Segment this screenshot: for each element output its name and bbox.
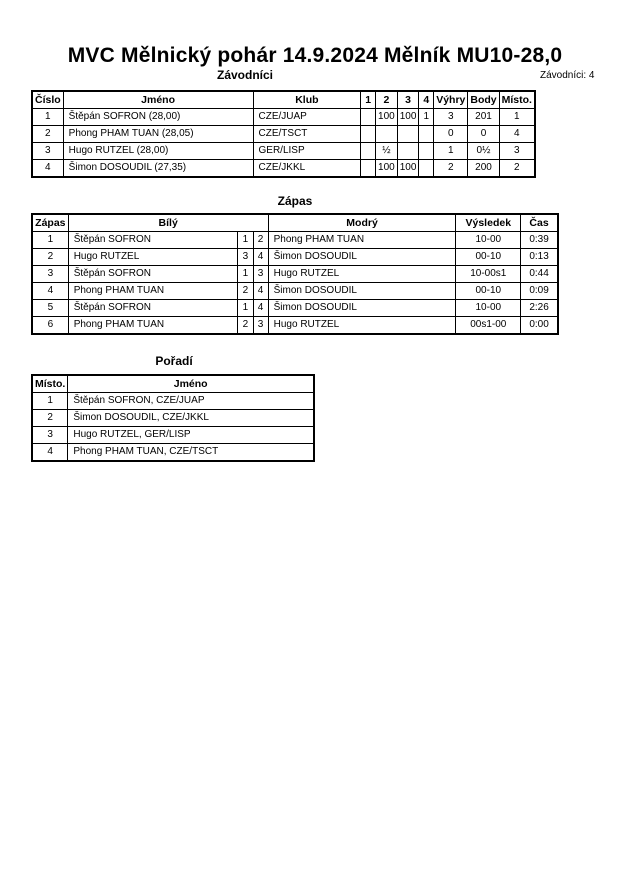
- cell-blue: Hugo RUTZEL: [268, 266, 456, 283]
- cell-club: GER/LISP: [253, 143, 361, 160]
- cell-time: 0:44: [521, 266, 558, 283]
- table-row: [32, 427, 314, 444]
- cell-round-1: [361, 109, 376, 126]
- cell-white: Hugo RUTZEL: [68, 249, 238, 266]
- cell-blue-no: 4: [253, 283, 268, 300]
- cell-round-2: 100: [376, 160, 398, 178]
- table-row: [32, 410, 314, 427]
- cell-blue: Šimon DOSOUDIL: [268, 283, 456, 300]
- page-title: MVC Mělnický pohár 14.9.2024 Mělník MU10-28,0: [67, 44, 563, 67]
- cell-name: Štěpán SOFRON (28,00): [63, 109, 253, 126]
- col-time: Čas: [521, 214, 558, 232]
- cell-name: Phong PHAM TUAN (28,05): [63, 126, 253, 143]
- cell-name: Štěpán SOFRON, CZE/JUAP: [68, 393, 314, 410]
- cell-number: 1: [32, 109, 63, 126]
- cell-round-1: [361, 160, 376, 178]
- cell-round-3: [397, 126, 419, 143]
- cell-blue-no: 3: [253, 266, 268, 283]
- ranking-header-row: [32, 375, 314, 393]
- cell-round-3: 100: [397, 160, 419, 178]
- col-name: Jméno: [63, 91, 253, 109]
- table-row: [32, 232, 558, 249]
- cell-place: 3: [32, 427, 68, 444]
- table-row: [32, 126, 535, 143]
- col-place: Místo.: [499, 91, 535, 109]
- cell-number: 2: [32, 126, 63, 143]
- matches-header-row: [32, 214, 558, 232]
- ranking-table: [31, 374, 315, 462]
- cell-match-no: 2: [32, 249, 68, 266]
- cell-white: Štěpán SOFRON: [68, 232, 238, 249]
- col-match: Zápas: [32, 214, 68, 232]
- cell-time: 0:13: [521, 249, 558, 266]
- cell-white-no: 1: [238, 300, 253, 317]
- cell-points: 201: [468, 109, 499, 126]
- cell-round-4: [419, 160, 434, 178]
- cell-time: 0:09: [521, 283, 558, 300]
- cell-result: 10-00: [456, 300, 521, 317]
- table-row: [32, 283, 558, 300]
- cell-round-3: [397, 143, 419, 160]
- col-place: Místo.: [32, 375, 68, 393]
- cell-place: 2: [32, 410, 68, 427]
- cell-round-1: [361, 143, 376, 160]
- col-white: Bílý: [68, 214, 268, 232]
- cell-white-no: 2: [238, 283, 253, 300]
- cell-points: 0: [468, 126, 499, 143]
- col-number: Číslo: [32, 91, 63, 109]
- cell-time: 2:26: [521, 300, 558, 317]
- cell-time: 0:00: [521, 317, 558, 335]
- cell-match-no: 6: [32, 317, 68, 335]
- cell-blue-no: 3: [253, 317, 268, 335]
- cell-white-no: 3: [238, 249, 253, 266]
- cell-club: CZE/JUAP: [253, 109, 361, 126]
- ranking-heading: Pořadí: [155, 354, 193, 368]
- cell-round-4: 1: [419, 109, 434, 126]
- cell-result: 00s1-00: [456, 317, 521, 335]
- col-wins: Výhry: [434, 91, 468, 109]
- col-club: Klub: [253, 91, 361, 109]
- col-round-2: 2: [376, 91, 398, 109]
- cell-name: Hugo RUTZEL, GER/LISP: [68, 427, 314, 444]
- cell-match-no: 3: [32, 266, 68, 283]
- cell-blue: Šimon DOSOUDIL: [268, 249, 456, 266]
- cell-white: Štěpán SOFRON: [68, 300, 238, 317]
- col-round-4: 4: [419, 91, 434, 109]
- competitors-header-row: [32, 91, 535, 109]
- cell-time: 0:39: [521, 232, 558, 249]
- table-row: [32, 317, 558, 335]
- competitors-table: [31, 90, 536, 178]
- cell-points: 0½: [468, 143, 499, 160]
- cell-place: 1: [32, 393, 68, 410]
- cell-white: Phong PHAM TUAN: [68, 317, 238, 335]
- cell-white-no: 1: [238, 266, 253, 283]
- table-row: [32, 393, 314, 410]
- table-row: [32, 109, 535, 126]
- table-row: [32, 160, 535, 178]
- cell-round-3: 100: [397, 109, 419, 126]
- matches-heading: Zápas: [277, 194, 313, 208]
- cell-round-2: [376, 126, 398, 143]
- cell-round-4: [419, 126, 434, 143]
- cell-wins: 1: [434, 143, 468, 160]
- cell-blue-no: 4: [253, 249, 268, 266]
- cell-place: 4: [499, 126, 535, 143]
- cell-round-2: 100: [376, 109, 398, 126]
- cell-result: 00-10: [456, 283, 521, 300]
- cell-place: 2: [499, 160, 535, 178]
- cell-place: 1: [499, 109, 535, 126]
- cell-blue: Phong PHAM TUAN: [268, 232, 456, 249]
- cell-blue: Šimon DOSOUDIL: [268, 300, 456, 317]
- cell-place: 4: [32, 444, 68, 462]
- col-name: Jméno: [68, 375, 314, 393]
- cell-result: 10-00s1: [456, 266, 521, 283]
- col-round-3: 3: [397, 91, 419, 109]
- cell-wins: 3: [434, 109, 468, 126]
- cell-blue-no: 4: [253, 300, 268, 317]
- col-result: Výsledek: [456, 214, 521, 232]
- cell-number: 4: [32, 160, 63, 178]
- table-row: [32, 266, 558, 283]
- cell-round-2: ½: [376, 143, 398, 160]
- cell-white: Štěpán SOFRON: [68, 266, 238, 283]
- matches-table: [31, 213, 559, 335]
- cell-round-1: [361, 126, 376, 143]
- cell-match-no: 5: [32, 300, 68, 317]
- cell-match-no: 1: [32, 232, 68, 249]
- cell-blue: Hugo RUTZEL: [268, 317, 456, 335]
- cell-result: 00-10: [456, 249, 521, 266]
- cell-points: 200: [468, 160, 499, 178]
- table-row: [32, 249, 558, 266]
- cell-number: 3: [32, 143, 63, 160]
- table-row: [32, 444, 314, 462]
- cell-white-no: 1: [238, 232, 253, 249]
- cell-result: 10-00: [456, 232, 521, 249]
- cell-match-no: 4: [32, 283, 68, 300]
- cell-club: CZE/JKKL: [253, 160, 361, 178]
- table-row: [32, 143, 535, 160]
- cell-wins: 2: [434, 160, 468, 178]
- cell-club: CZE/TSCT: [253, 126, 361, 143]
- cell-name: Phong PHAM TUAN, CZE/TSCT: [68, 444, 314, 462]
- cell-name: Šimon DOSOUDIL (27,35): [63, 160, 253, 178]
- col-blue: Modrý: [268, 214, 456, 232]
- col-points: Body: [468, 91, 499, 109]
- cell-white: Phong PHAM TUAN: [68, 283, 238, 300]
- competitor-count: Závodníci: 4: [540, 70, 595, 81]
- cell-name: Hugo RUTZEL (28,00): [63, 143, 253, 160]
- col-round-1: 1: [361, 91, 376, 109]
- table-row: [32, 300, 558, 317]
- cell-round-4: [419, 143, 434, 160]
- cell-blue-no: 2: [253, 232, 268, 249]
- cell-white-no: 2: [238, 317, 253, 335]
- cell-name: Šimon DOSOUDIL, CZE/JKKL: [68, 410, 314, 427]
- competitors-heading: Závodníci: [216, 68, 273, 82]
- cell-place: 3: [499, 143, 535, 160]
- cell-wins: 0: [434, 126, 468, 143]
